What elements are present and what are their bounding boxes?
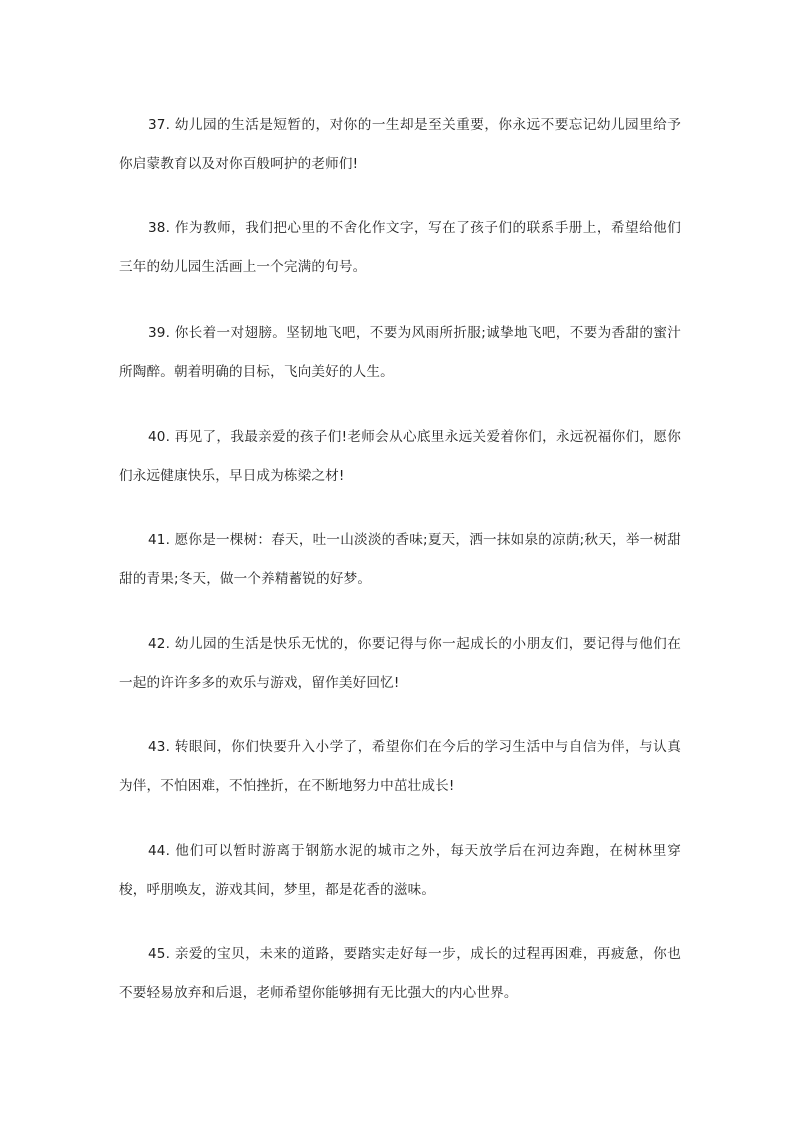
paragraph-38: 38. 作为教师，我们把心里的不舍化作文字，写在了孩子们的联系手册上，希望给他们三年的幼儿园生活画上一个完满的句号。 xyxy=(119,220,681,275)
paragraph-37: 37. 幼儿园的生活是短暂的，对你的一生却是至关重要，你永远不要忘记幼儿园里给予你启蒙教育以及对你百般呵护的老师们! xyxy=(119,117,681,172)
paragraph-41: 41. 愿你是一棵树：春天，吐一山淡淡的香味;夏天，洒一抹如泉的凉荫;秋天，举一树甜甜的青果;冬天，做一个养精蓄锐的好梦。 xyxy=(119,532,681,587)
paragraph-45: 45. 亲爱的宝贝，未来的道路，要踏实走好每一步，成长的过程再困难，再疲惫，你也不要轻易放弃和后退，老师希望你能够拥有无比强大的内心世界。 xyxy=(119,946,681,1001)
paragraph-44: 44. 他们可以暂时游离于钢筋水泥的城市之外，每天放学后在河边奔跑，在树林里穿梭，呼朋唤友，游戏其间，梦里，都是花香的滋味。 xyxy=(119,843,681,898)
paragraph-39: 39. 你长着一对翅膀。坚韧地飞吧，不要为风雨所折服;诚挚地飞吧，不要为香甜的蜜汁所陶醉。朝着明确的目标，飞向美好的人生。 xyxy=(119,325,681,380)
paragraph-40: 40. 再见了，我最亲爱的孩子们!老师会从心底里永远关爱着你们，永远祝福你们，愿你们永远健康快乐，早日成为栋梁之材! xyxy=(119,429,681,484)
paragraph-43: 43. 转眼间，你们快要升入小学了，希望你们在今后的学习生活中与自信为伴，与认真为伴，不怕困难，不怕挫折，在不断地努力中茁壮成长! xyxy=(119,739,681,794)
paragraph-42: 42. 幼儿园的生活是快乐无忧的，你要记得与你一起成长的小朋友们，要记得与他们在一起的许许多多的欢乐与游戏，留作美好回忆! xyxy=(119,636,681,691)
